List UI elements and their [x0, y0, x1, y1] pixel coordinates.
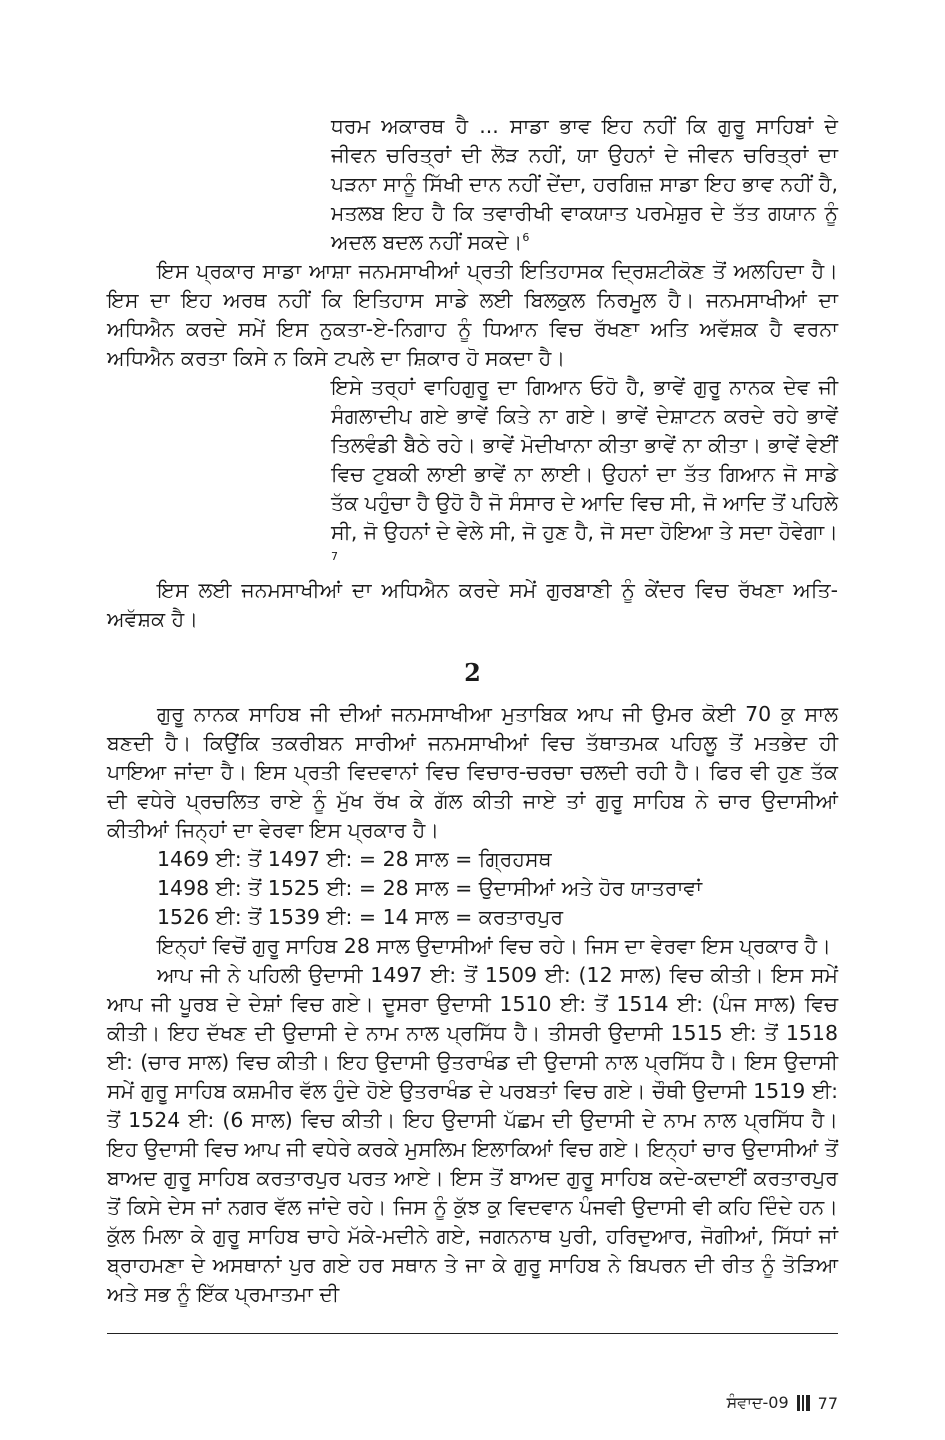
- footnote-marker: 6: [522, 231, 530, 245]
- paragraph: ਇਸ ਪ੍ਰਕਾਰ ਸਾਡਾ ਆਸ਼ਾ ਜਨਮਸਾਖੀਆਂ ਪ੍ਰਤੀ ਇਤਿਹਾਸਕ ਦ੍ਰਿਸ਼ਟੀਕੋਣ ਤੋਂ ਅਲਹਿਦਾ ਹੈ। ਇਸ ਦਾ ਇਹ ਅਰਥ ਨਹੀਂ ਕਿ ਇਤਿਹਾਸ ਸਾਡੇ ਲਈ ਬਿਲਕੁਲ ਨਿਰਮੂਲ ਹੈ। ਜਨਮਸਾਖੀਆਂ ਦਾ ਅਧਿਐਨ ਕਰਦੇ ਸਮੇਂ ਇਸ ਨੁਕਤਾ-ਏ-ਨਿਗਾਹ ਨੂੰ ਧਿਆਨ ਵਿਚ ਰੱਖਣਾ ਅਤਿ ਅਵੱਸ਼ਕ ਹੈ ਵਰਨਾ ਅਧਿਐਨ ਕਰਤਾ ਕਿਸੇ ਨ ਕਿਸੇ ਟਪਲੇ ਦਾ ਸ਼ਿਕਾਰ ਹੋ ਸਕਦਾ ਹੈ।: [107, 259, 838, 370]
- page-number: 77: [817, 1393, 838, 1413]
- quote-text: ਇਸੇ ਤਰ੍ਹਾਂ ਵਾਹਿਗੁਰੂ ਦਾ ਗਿਆਨ ਓਹੋ ਹੈ, ਭਾਵੇਂ ਗੁਰੂ ਨਾਨਕ ਦੇਵ ਜੀ ਸੰਗਲਾਦੀਪ ਗਏ ਭਾਵੇਂ ਕਿਤੇ ਨਾ ਗਏ। ਭਾਵੇਂ ਦੇਸ਼ਾਟਨ ਕਰਦੇ ਰਹੇ ਭਾਵੇਂ ਤਿਲਵੰਡੀ ਬੈਠੇ ਰਹੇ। ਭਾਵੇਂ ਮੋਦੀਖਾਨਾ ਕੀਤਾ ਭਾਵੇਂ ਨਾ ਕੀਤਾ। ਭਾਵੇਂ ਵੇਈਂ ਵਿਚ ਟੁਬਕੀ ਲਾਈ ਭਾਵੇਂ ਨਾ ਲਾਈ। ਉਹਨਾਂ ਦਾ ਤੱਤ ਗਿਆਨ ਜੋ ਸਾਡੇ ਤੱਕ ਪਹੁੰਚਾ ਹੈ ਉਹੋ ਹੈ ਜੋ ਸੰਸਾਰ ਦੇ ਆਦਿ ਵਿਚ ਸੀ, ਜੋ ਆਦਿ ਤੋਂ ਪਹਿਲੇ ਸੀ, ਜੋ ਉਹਨਾਂ ਦੇ ਵੇਲੇ ਸੀ, ਜੋ ਹੁਣ ਹੈ, ਜੋ ਸਦਾ ਹੋਇਆ ਤੇ ਸਦਾ ਹੋਵੇਗਾ।: [331, 375, 838, 544]
- timeline-list: [107, 845, 838, 932]
- page-footer: [727, 1393, 838, 1413]
- separator-bars-icon: [797, 1395, 810, 1411]
- section-number: 2: [464, 658, 481, 687]
- journal-name: ਸੰਵਾਦ-09: [726, 1393, 789, 1412]
- paragraph: ਇਸ ਲਈ ਜਨਮਸਾਖੀਆਂ ਦਾ ਅਧਿਐਨ ਕਰਦੇ ਸਮੇਂ ਗੁਰਬਾਣੀ ਨੂੰ ਕੇਂਦਰ ਵਿਚ ਰੱਖਣਾ ਅਤਿ-ਅਵੱਸ਼ਕ ਹੈ।: [107, 578, 838, 631]
- timeline-item: 1498 ਈ: ਤੋਂ 1525 ਈ: = 28 ਸਾਲ = ਉਦਾਸੀਆਂ ਅਤੇ ਹੋਰ ਯਾਤਰਾਵਾਂ: [157, 876, 703, 900]
- paragraph: ਇਨ੍ਹਾਂ ਵਿਚੋਂ ਗੁਰੂ ਸਾਹਿਬ 28 ਸਾਲ ਉਦਾਸੀਆਂ ਵਿਚ ਰਹੇ। ਜਿਸ ਦਾ ਵੇਰਵਾ ਇਸ ਪ੍ਰਕਾਰ ਹੈ।: [157, 934, 831, 958]
- timeline-item: 1526 ਈ: ਤੋਂ 1539 ਈ: = 14 ਸਾਲ = ਕਰਤਾਰਪੁਰ: [157, 905, 564, 929]
- paragraph: ਗੁਰੂ ਨਾਨਕ ਸਾਹਿਬ ਜੀ ਦੀਆਂ ਜਨਮਸਾਖੀਆ ਮੁਤਾਬਿਕ ਆਪ ਜੀ ਉਮਰ ਕੋਈ 70 ਕੁ ਸਾਲ ਬਣਦੀ ਹੈ। ਕਿਉਂਕਿ ਤਕਰੀਬਨ ਸਾਰੀਆਂ ਜਨਮਸਾਖੀਆਂ ਵਿਚ ਤੱਥਾਤਮਕ ਪਹਿਲੂ ਤੋਂ ਮਤਭੇਦ ਹੀ ਪਾਇਆ ਜਾਂਦਾ ਹੈ। ਇਸ ਪ੍ਰਤੀ ਵਿਦਵਾਨਾਂ ਵਿਚ ਵਿਚਾਰ-ਚਰਚਾ ਚਲਦੀ ਰਹੀ ਹੈ। ਫਿਰ ਵੀ ਹੁਣ ਤੱਕ ਦੀ ਵਧੇਰੇ ਪ੍ਰਚਲਿਤ ਰਾਏ ਨੂੰ ਮੁੱਖ ਰੱਖ ਕੇ ਗੱਲ ਕੀਤੀ ਜਾਏ ਤਾਂ ਗੁਰੂ ਸਾਹਿਬ ਨੇ ਚਾਰ ਉਦਾਸੀਆਂ ਕੀਤੀਆਂ ਜਿਨ੍ਹਾਂ ਦਾ ਵੇਰਵਾ ਇਸ ਪ੍ਰਕਾਰ ਹੈ।: [107, 702, 838, 842]
- page-body: [107, 112, 838, 1309]
- block-quote-1: [331, 112, 838, 257]
- block-quote-2: [331, 373, 838, 576]
- quote-text: ਧਰਮ ਅਕਾਰਥ ਹੈ ... ਸਾਡਾ ਭਾਵ ਇਹ ਨਹੀਂ ਕਿ ਗੁਰੂ ਸਾਹਿਬਾਂ ਦੇ ਜੀਵਨ ਚਰਿਤ੍ਰਾਂ ਦੀ ਲੋੜ ਨਹੀਂ, ਯਾ ਉਹਨਾਂ ਦੇ ਜੀਵਨ ਚਰਿਤ੍ਰਾਂ ਦਾ ਪੜਨਾ ਸਾਨੂੰ ਸਿੱਖੀ ਦਾਨ ਨਹੀਂ ਦੇਂਦਾ, ਹਰਗਿਜ਼ ਸਾਡਾ ਇਹ ਭਾਵ ਨਹੀਂ ਹੈ, ਮਤਲਬ ਇਹ ਹੈ ਕਿ ਤਵਾਰੀਖੀ ਵਾਕਯਾਤ ਪਰਮੇਸ਼ੁਰ ਦੇ ਤੱਤ ਗਯਾਨ ਨੂੰ ਅਦਲ ਬਦਲ ਨਹੀਂ ਸਕਦੇ।: [331, 114, 838, 254]
- timeline-item: 1469 ਈ: ਤੋਂ 1497 ਈ: = 28 ਸਾਲ = ਗ੍ਰਿਹਸਥ: [157, 847, 552, 871]
- footer-rule: [107, 1333, 838, 1334]
- paragraph: ਆਪ ਜੀ ਨੇ ਪਹਿਲੀ ਉਦਾਸੀ 1497 ਈ: ਤੋਂ 1509 ਈ: (12 ਸਾਲ) ਵਿਚ ਕੀਤੀ। ਇਸ ਸਮੇਂ ਆਪ ਜੀ ਪੂਰਬ ਦੇ ਦੇਸ਼ਾਂ ਵਿਚ ਗਏ। ਦੂਸਰਾ ਉਦਾਸੀ 1510 ਈ: ਤੋਂ 1514 ਈ: (ਪੰਜ ਸਾਲ) ਵਿਚ ਕੀਤੀ। ਇਹ ਦੱਖਣ ਦੀ ਉਦਾਸੀ ਦੇ ਨਾਮ ਨਾਲ ਪ੍ਰਸਿੱਧ ਹੈ। ਤੀਸਰੀ ਉਦਾਸੀ 1515 ਈ: ਤੋਂ 1518 ਈ: (ਚਾਰ ਸਾਲ) ਵਿਚ ਕੀਤੀ। ਇਹ ਉਦਾਸੀ ਉਤਰਾਖੰਡ ਦੀ ਉਦਾਸੀ ਨਾਲ ਪ੍ਰਸਿੱਧ ਹੈ। ਇਸ ਉਦਾਸੀ ਸਮੇਂ ਗੁਰੂ ਸਾਹਿਬ ਕਸ਼ਮੀਰ ਵੱਲ ਹੁੰਦੇ ਹੋਏ ਉਤਰਾਖੰਡ ਦੇ ਪਰਬਤਾਂ ਵਿਚ ਗਏ। ਚੌਥੀ ਉਦਾਸੀ 1519 ਈ: ਤੋਂ 1524 ਈ: (6 ਸਾਲ) ਵਿਚ ਕੀਤੀ। ਇਹ ਉਦਾਸੀ ਪੱਛਮ ਦੀ ਉਦਾਸੀ ਦੇ ਨਾਮ ਨਾਲ ਪ੍ਰਸਿੱਧ ਹੈ। ਇਹ ਉਦਾਸੀ ਵਿਚ ਆਪ ਜੀ ਵਧੇਰੇ ਕਰਕੇ ਮੁਸਲਿਮ ਇਲਾਕਿਆਂ ਵਿਚ ਗਏ। ਇਨ੍ਹਾਂ ਚਾਰ ਉਦਾਸੀਆਂ ਤੋਂ ਬਾਅਦ ਗੁਰੂ ਸਾਹਿਬ ਕਰਤਾਰਪੁਰ ਪਰਤ ਆਏ। ਇਸ ਤੋਂ ਬਾਅਦ ਗੁਰੂ ਸਾਹਿਬ ਕਦੇ-ਕਦਾਈਂ ਕਰਤਾਰਪੁਰ ਤੋਂ ਕਿਸੇ ਦੇਸ ਜਾਂ ਨਗਰ ਵੱਲ ਜਾਂਦੇ ਰਹੇ। ਜਿਸ ਨੂੰ ਕੁੱਝ ਕੁ ਵਿਦਵਾਨ ਪੰਜਵੀ ਉਦਾਸੀ ਵੀ ਕਹਿ ਦਿੰਦੇ ਹਨ। ਕੁੱਲ ਮਿਲਾ ਕੇ ਗੁਰੂ ਸਾਹਿਬ ਚਾਹੇ ਮੱਕੇ-ਮਦੀਨੇ ਗਏ, ਜਗਨਨਾਥ ਪੁਰੀ, ਹਰਿਦੁਆਰ, ਜੋਗੀਆਂ, ਸਿੱਧਾਂ ਜਾਂ ਬ੍ਰਾਹਮਣਾ ਦੇ ਅਸਥਾਨਾਂ ਪੁਰ ਗਏ ਹਰ ਸਥਾਨ ਤੇ ਜਾ ਕੇ ਗੁਰੂ ਸਾਹਿਬ ਨੇ ਬਿਪਰਨ ਦੀ ਰੀਤ ਨੂੰ ਤੋੜਿਆ ਅਤੇ ਸਭ ਨੂੰ ਇੱਕ ਪ੍ਰਮਾਤਮਾ ਦੀ: [107, 963, 838, 1306]
- footnote-marker: 7: [331, 550, 338, 564]
